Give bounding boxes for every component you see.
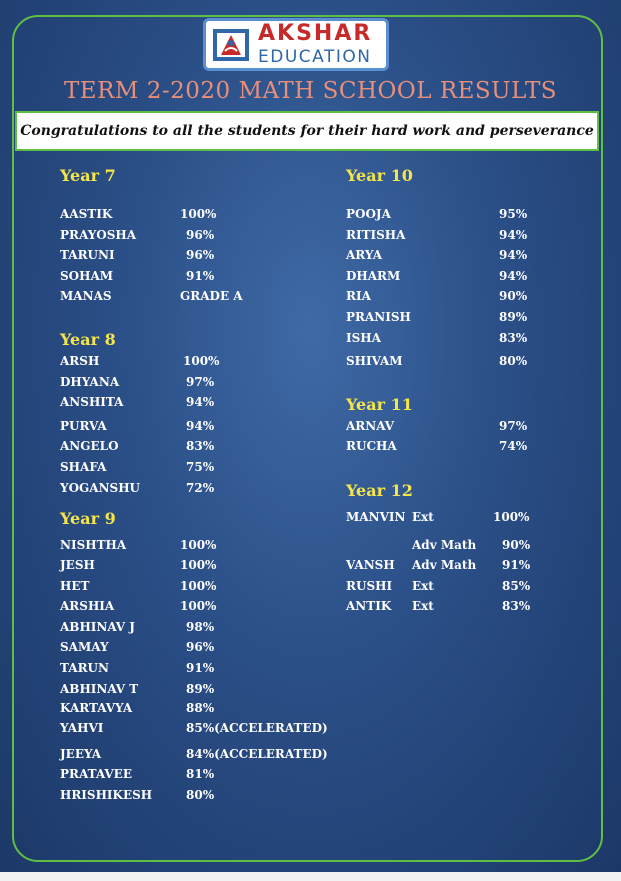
student-name: ARSH xyxy=(60,354,100,368)
student-name: ABHINAV J xyxy=(60,620,135,634)
student-score: 90% xyxy=(499,289,528,303)
student-name: TARUNI xyxy=(60,248,115,262)
student-name: PURVA xyxy=(60,419,107,433)
student-name: NISHTHA xyxy=(60,538,127,552)
student-name: KARTAVYA xyxy=(60,701,133,715)
student-score: 100% xyxy=(180,579,217,593)
student-name: ABHINAV T xyxy=(60,682,139,696)
education-logo-icon xyxy=(211,25,251,65)
student-score: 83% xyxy=(499,331,528,345)
student-name: DHYANA xyxy=(60,375,120,389)
student-name: YOGANSHU xyxy=(60,481,141,495)
student-name: MANAS xyxy=(60,289,112,303)
student-score: 97% xyxy=(499,419,528,433)
student-course: Ext xyxy=(412,599,434,613)
student-score: 91% xyxy=(502,558,531,572)
year-10-heading: Year 10 xyxy=(346,166,413,185)
student-course: Ext xyxy=(412,510,434,524)
student-name: HRISHIKESH xyxy=(60,788,153,802)
year-11-heading: Year 11 xyxy=(346,395,413,414)
year-12-heading: Year 12 xyxy=(346,481,413,500)
student-name: RITISHA xyxy=(346,228,406,242)
student-score: 95% xyxy=(499,207,528,221)
student-score: 81% xyxy=(186,767,215,781)
student-score: 98% xyxy=(186,620,215,634)
student-score: 97% xyxy=(186,375,215,389)
student-name: PRAYOSHA xyxy=(60,228,137,242)
logo-word-education: EDUCATION xyxy=(258,47,372,67)
student-score: 94% xyxy=(186,395,215,409)
student-name: YAHVI xyxy=(60,721,104,735)
student-score: 80% xyxy=(186,788,215,802)
student-score: 90% xyxy=(502,538,531,552)
student-score: 100% xyxy=(180,538,217,552)
student-name: RUCHA xyxy=(346,439,397,453)
student-score: 91% xyxy=(186,661,215,675)
student-score: 100% xyxy=(493,510,530,524)
student-name: VANSH xyxy=(346,558,395,572)
banner-text: Congratulations to all the students for their hard work and perseverance xyxy=(20,123,594,139)
student-name: PRANISH xyxy=(346,310,411,324)
akshar-logo xyxy=(203,18,389,71)
student-course: Adv Math xyxy=(412,538,477,552)
student-name: ANGELO xyxy=(60,439,119,453)
student-name: ANTIK xyxy=(346,599,392,613)
student-name: ARYA xyxy=(346,248,383,262)
student-course: Adv Math xyxy=(412,558,477,572)
student-score: 94% xyxy=(499,269,528,283)
student-score: 84%(ACCELERATED) xyxy=(186,747,328,761)
student-name: JESH xyxy=(60,558,95,572)
student-name: SOHAM xyxy=(60,269,114,283)
student-name: MANVIN xyxy=(346,510,406,524)
student-score: 80% xyxy=(499,354,528,368)
student-score: 96% xyxy=(186,228,215,242)
student-name: POOJA xyxy=(346,207,391,221)
student-score: 83% xyxy=(186,439,215,453)
student-score: 88% xyxy=(186,701,215,715)
student-name: ARNAV xyxy=(346,419,394,433)
student-score: 85% xyxy=(502,579,531,593)
student-score: 100% xyxy=(180,599,217,613)
student-name: SHIVAM xyxy=(346,354,403,368)
student-name: ISHA xyxy=(346,331,381,345)
student-score: 94% xyxy=(499,248,528,262)
student-course: Ext xyxy=(412,579,434,593)
student-name: ANSHITA xyxy=(60,395,124,409)
student-name: RIA xyxy=(346,289,371,303)
page-title: TERM 2-2020 MATH SCHOOL RESULTS xyxy=(63,78,558,104)
student-score: 96% xyxy=(186,248,215,262)
student-name: AASTIK xyxy=(60,207,113,221)
student-name: SHAFA xyxy=(60,460,107,474)
student-score: 83% xyxy=(502,599,531,613)
student-score: 89% xyxy=(499,310,528,324)
year-7-heading: Year 7 xyxy=(60,166,116,185)
student-name: SAMAY xyxy=(60,640,109,654)
student-name: ARSHIA xyxy=(60,599,115,613)
student-name: DHARM xyxy=(346,269,401,283)
student-score: 72% xyxy=(186,481,215,495)
student-score: 100% xyxy=(183,354,220,368)
student-score: 100% xyxy=(180,207,217,221)
student-score: 89% xyxy=(186,682,215,696)
year-9-heading: Year 9 xyxy=(60,509,116,528)
student-score: 96% xyxy=(186,640,215,654)
student-score: 94% xyxy=(186,419,215,433)
student-score: 91% xyxy=(186,269,215,283)
student-score: 94% xyxy=(499,228,528,242)
student-score: 75% xyxy=(186,460,215,474)
student-name: RUSHI xyxy=(346,579,393,593)
logo-word-akshar: AKSHAR xyxy=(258,21,373,46)
student-score: 85%(ACCELERATED) xyxy=(186,721,328,735)
student-score: 100% xyxy=(180,558,217,572)
student-score: 74% xyxy=(499,439,528,453)
student-score: GRADE A xyxy=(180,289,243,303)
student-name: HET xyxy=(60,579,90,593)
student-name: TARUN xyxy=(60,661,109,675)
congratulations-banner xyxy=(15,111,599,151)
student-name: PRATAVEE xyxy=(60,767,132,781)
year-8-heading: Year 8 xyxy=(60,330,116,349)
student-name: JEEYA xyxy=(60,747,102,761)
